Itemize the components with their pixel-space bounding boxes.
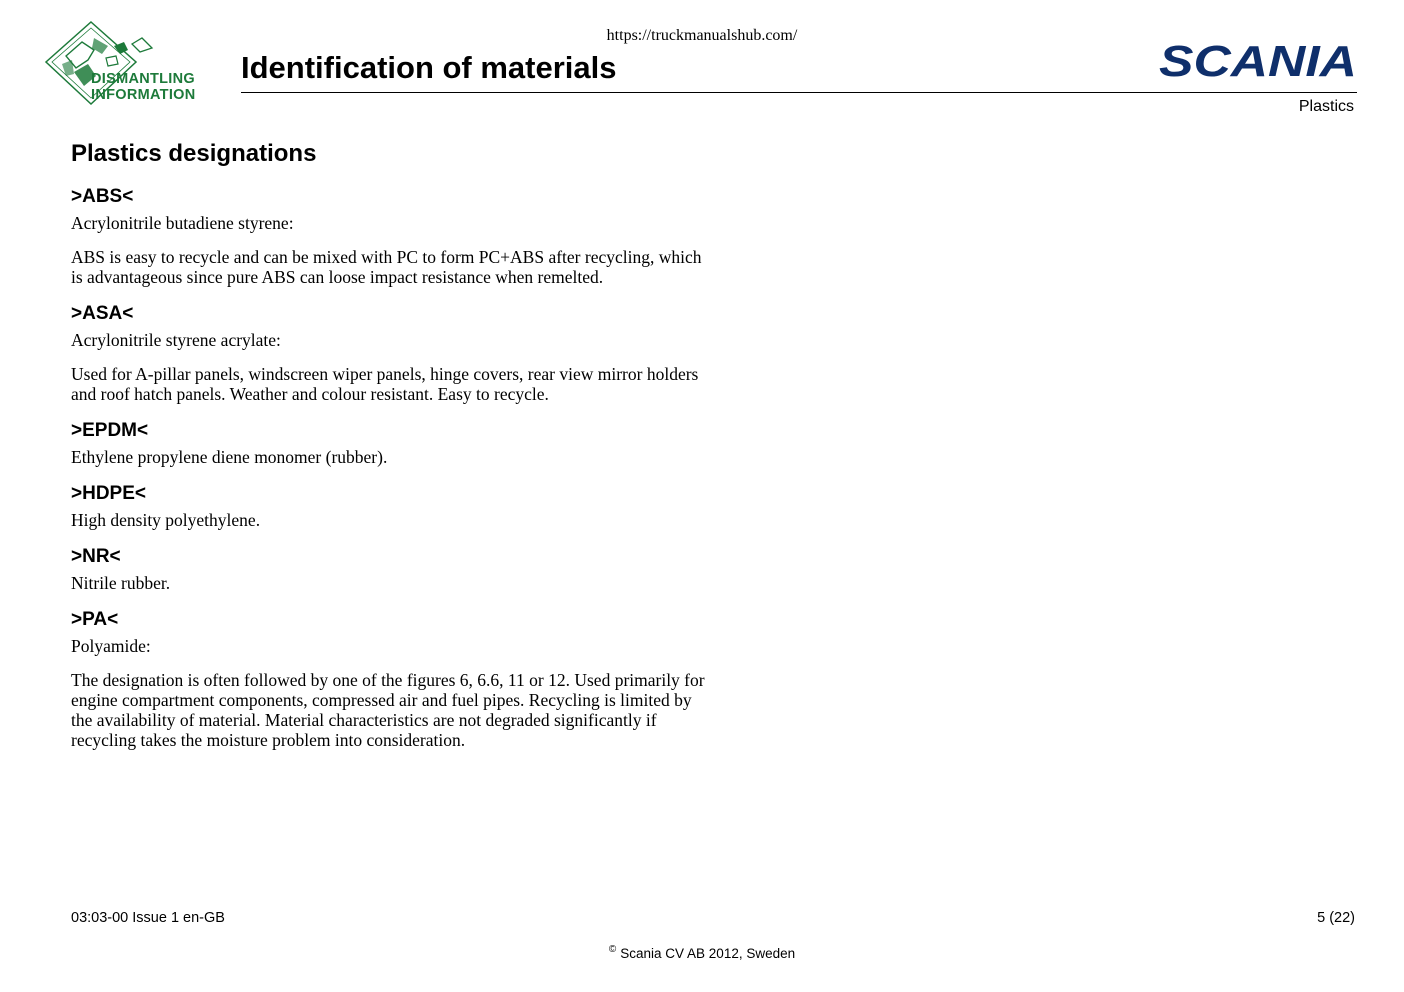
source-url: https://truckmanualshub.com/ bbox=[606, 27, 798, 44]
entry-code: >EPDM< bbox=[71, 420, 149, 441]
entry-description: The designation is often followed by one of the figures 6, 6.6, 11 or 12. Used primarily for engine compartment components, compressed air and fuel pipes. Recycling is limited by the availability of material. Material characteristics are not degraded significantly if recycling takes the moisture problem into consideration. bbox=[71, 670, 705, 750]
dismantling-information-logo bbox=[44, 20, 206, 106]
entry-definition: Ethylene propylene diene monomer (rubber). bbox=[71, 447, 388, 467]
entry-code: >PA< bbox=[71, 609, 119, 630]
entry-epdm bbox=[71, 418, 711, 467]
page-heading: Plastics designations bbox=[71, 140, 317, 167]
entry-description: Used for A-pillar panels, windscreen wiper panels, hinge covers, rear view mirror holders and roof hatch panels. Weather and colour resistant. Easy to recycle. bbox=[71, 364, 699, 404]
entry-abs bbox=[71, 184, 711, 287]
scania-logo bbox=[1158, 38, 1358, 82]
copyright-notice bbox=[0, 944, 1404, 961]
entry-definition: Acrylonitrile butadiene styrene: bbox=[71, 213, 294, 233]
entry-description: ABS is easy to recycle and can be mixed with PC to form PC+ABS after recycling, which is advantageous since pure ABS can loose impact resistance when remelted. bbox=[71, 247, 702, 287]
section-label: Plastics bbox=[1298, 98, 1354, 115]
entry-nr bbox=[71, 544, 711, 593]
header-divider bbox=[241, 92, 1357, 93]
entry-code: >ABS< bbox=[71, 186, 134, 207]
document-title: Identification of materials bbox=[241, 50, 617, 85]
entry-pa bbox=[71, 607, 711, 750]
entry-definition: Polyamide: bbox=[71, 636, 151, 656]
entry-definition: High density polyethylene. bbox=[71, 510, 261, 530]
entry-code: >NR< bbox=[71, 546, 121, 567]
main-content bbox=[71, 138, 711, 764]
copyright-symbol: © bbox=[608, 944, 617, 955]
page-number: 5 (22) bbox=[1317, 910, 1355, 926]
entry-asa bbox=[71, 301, 711, 404]
entry-hdpe bbox=[71, 481, 711, 530]
document-id: 03:03-00 Issue 1 en-GB bbox=[71, 910, 225, 926]
entry-definition: Nitrile rubber. bbox=[71, 573, 171, 593]
entry-code: >HDPE< bbox=[71, 483, 146, 504]
brand-wordmark: SCANIA bbox=[1159, 38, 1357, 82]
entry-code: >ASA< bbox=[71, 303, 134, 324]
entry-definition: Acrylonitrile styrene acrylate: bbox=[71, 330, 281, 350]
logo-text-dismantling: DISMANTLING bbox=[91, 71, 195, 87]
logo-text-information: INFORMATION bbox=[91, 87, 196, 103]
copyright-text: Scania CV AB 2012, Sweden bbox=[620, 946, 796, 961]
